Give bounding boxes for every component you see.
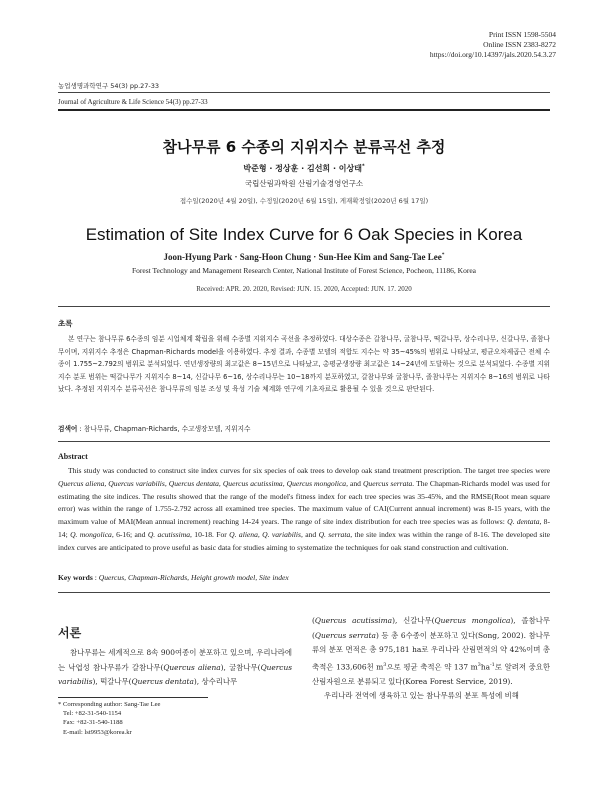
journal-header-right — [430, 30, 556, 60]
authors-kr: 박준형 · 정상훈 · 김선희 · 이상태* — [243, 163, 365, 173]
online-issn: Online ISSN 2383-8272 — [483, 40, 556, 49]
paper-title-en: Estimation of Site Index Curve for 6 Oak Species in Korea — [85, 225, 523, 244]
keywords-kr-label: 검색어 — [58, 425, 78, 433]
abstract-kr-text: 본 연구는 참나무류 6수종의 임분 시업체계 확립을 위해 수종별 지위지수 곡선을 추정하였다. 대상수종은 갈참나무, 굴참나무, 떡갈나무, 상수리나무, 신갈나무, 졸참나무이며, 지위지수 추정은 Chapman-Richards model을 이용하였다. 추정 결과, 수종별 모델의 적합도 지수는 약 35~45%의 범위로 나타났고, 평균오차제곱근 전체 수종이 1.755~2.792의 범위로 분석되었다. 연년생장량의 최고값은 8~15년으로 나타났고, 총평균생장량 최고값은 14~24년에 도달하는 것으로 분석되었다. 수종별 지위지수 분포 범위는 떡갈나무가 지위지수 8~14, 신갈나무 6~16, 상수리나무는 10~18까지 분포하였고, 갈참나무와 굴참나무, 졸참나무는 지위지수 8~16의 범위로 나타났다. 추정된 지위지수 분류곡선은 참나무류의 임분 조성 및 육성 기술 체계화 연구에 기초자료로 활용될 수 있을 것으로 판단된다. — [58, 335, 550, 394]
dates-kr: 접수일(2020년 4월 20일), 수정일(2020년 6월 15일), 게재확정일(2020년 6월 17일) — [179, 197, 429, 205]
doi-link[interactable]: https://doi.org/10.14397/jals.2020.54.3.27 — [429, 50, 556, 59]
authors-en: Joon-Hyung Park · Sang-Hoon Chung · Sun-Hee Kim and Sang-Tae Lee* — [163, 252, 445, 262]
keywords-kr: 검색어 : 참나무류, Chapman-Richards, 수고생장모델, 지위지수 — [58, 425, 251, 433]
intro-right-column: (Quercus acutissima), 신갈나무(Quercus mongolica), 졸참나무(Quercus serrata) 등 총 6수종이 분포하고 있다(Song, 2002). 참나무류의 분포 면적은 총 975,181 ha로 우리나라 산림면적의 약 42%이며 총 축적은 133,606천 $m^3$으로 평균 축적은 약 137 $m^3ha^{-1}$로 알려져 중요한 산림자원으로 분류되고 있다(Korea Forest Service, 2019). 우리나라 전역에 생육하고 있는 참나무류의 분포 특성에 비해 — [312, 616, 550, 701]
keywords-kr-values: 참나무류, Chapman-Richards, 수고생장모델, 지위지수 — [83, 425, 251, 433]
journal-name-en: Journal of Agriculture & Life Science 54(3) pp.27-33 — [58, 98, 208, 106]
abstract-en-heading: Abstract — [58, 452, 88, 461]
affiliation-kr: 국립산림과학원 산림기술경영연구소 — [244, 179, 364, 188]
header-rule — [58, 92, 550, 93]
keywords-en-values: Quercus, Chapman-Richards, Height growth model, Site index — [98, 573, 289, 582]
intro-heading: 서론 — [58, 626, 82, 640]
abstract-rule-bottom — [58, 592, 550, 593]
abstract-rule-mid — [58, 441, 550, 442]
footnote-rule — [58, 697, 208, 698]
keywords-en-label: Key words — [58, 573, 93, 582]
abstract-en-text: This study was conducted to construct site index curves for six species of oak trees to develop oak stand treatment prescription. The target tree species were Quercus aliena, Quercus variabilis, Quercus dentata, Quercus acutissima, Quercus mongolica, and Quercus serrata. The Chapman-Richards model was used for estimating the site indices. The results showed that the range of the model's fitness index for each tree species was 35-45%, and the RMSE(Root mean square error) was within the range of 1.755-2.792 across all examined tree species. The maximum value of CAI(Current annual increment) was 8-15 years, with the maximum value of MAI(Mean annual increment) reaching 14-24 years. The range of site index distribution for each tree species was as follows: Q. dentata, 8-14; Q. mongolica, 6-16; and Q. acutissima, 10-18. For Q. aliena, Q. variabilis, and Q. serrata, the site index was within the range of 8-16. The developed site index curves are anticipated to prove useful as basic data for studies aiming to systematize the techniques for oak stand construction and cultivation. — [58, 466, 551, 552]
paper-title-kr: 참나무류 6 수종의 지위지수 분류곡선 추정 — [162, 138, 446, 156]
abstract-rule-top — [58, 306, 550, 307]
abstract-kr-heading: 초록 — [58, 319, 73, 328]
keywords-en: Key words : Quercus, Chapman-Richards, Height growth model, Site index — [58, 573, 289, 582]
header-rule-2 — [58, 109, 550, 111]
intro-left-column: 참나무류는 세계적으로 8속 900여종이 분포하고 있으며, 우리나라에는 낙엽성 참나무류가 갈참나무(Quercus aliena), 굴참나무(Quercus variabilis), 떡갈나무(Quercus dentata), 상수리나무 — [58, 648, 292, 687]
dates-en: Received: APR. 20. 2020, Revised: JUN. 15. 2020, Accepted: JUN. 17. 2020 — [196, 285, 412, 293]
journal-header-left — [58, 80, 159, 92]
journal-name-kr: 농업생명과학연구 54(3) pp.27-33 — [58, 82, 160, 90]
affiliation-en: Forest Technology and Management Research Center, National Institute of Forest Science, Pocheon, 11186, Korea — [131, 266, 476, 275]
corresponding-author-footnote: * Corresponding author: Sang-Tae Lee Tel: +82-31-540-1154 Fax: +82-31-540-1188 E-mail: lst9953@korea.kr — [58, 700, 208, 737]
print-issn: Print ISSN 1598-5504 — [488, 30, 556, 39]
author-email[interactable]: E-mail: lst9953@korea.kr — [63, 728, 132, 736]
